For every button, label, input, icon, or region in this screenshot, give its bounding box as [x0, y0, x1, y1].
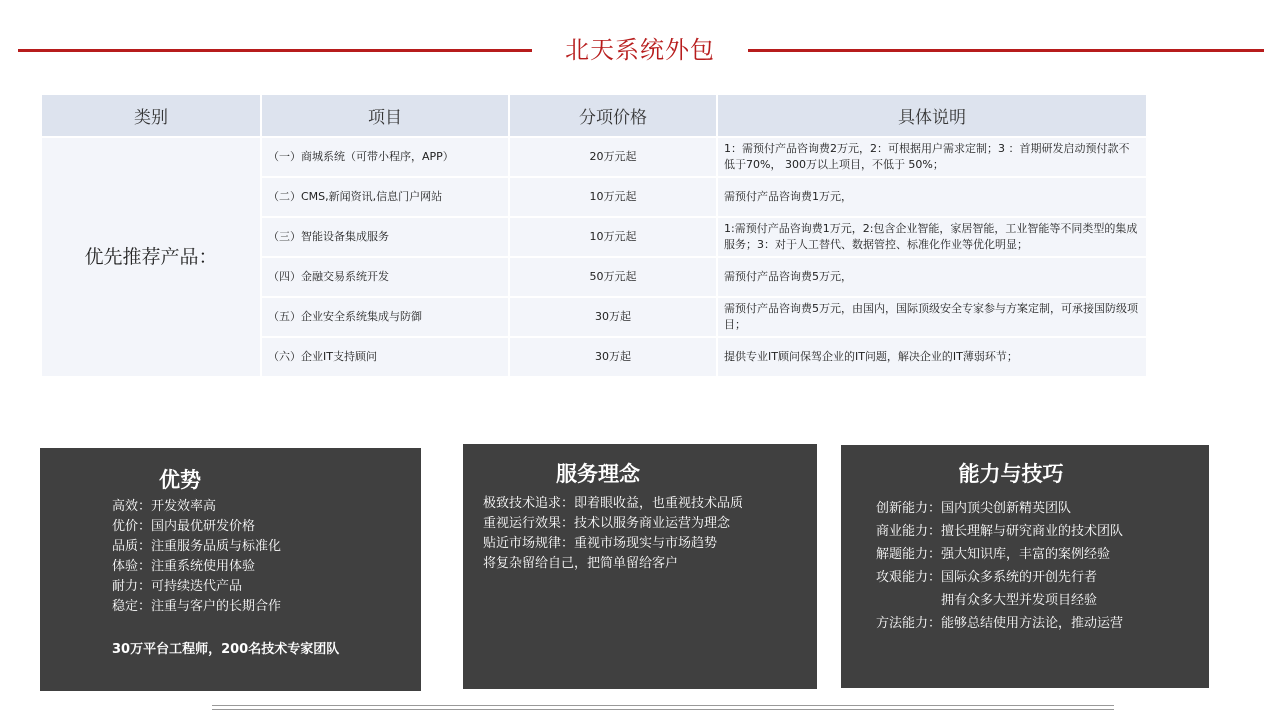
category-cell: 优先推荐产品：	[41, 137, 261, 377]
column-header-item: 项目	[261, 94, 509, 137]
column-header-description: 具体说明	[717, 94, 1147, 137]
list-item: 方法能力：能够总结使用方法论，推动运营	[876, 616, 1124, 631]
abilities-list	[876, 497, 1123, 635]
description-cell: 提供专业IT顾问保驾企业的IT问题，解决企业的IT薄弱环节；	[717, 337, 1147, 377]
list-item: 创新能力：国内顶尖创新精英团队	[876, 501, 1072, 516]
philosophy-list	[483, 494, 743, 574]
description-cell: 1：需预付产品咨询费2万元，2：可根据用户需求定制；3 ：首期研发启动预付款不低于70%， 300万以上项目，不低于 50%；	[717, 137, 1147, 177]
description-cell: 需预付产品咨询费5万元，由国内，国际顶级安全专家参与方案定制，可承接国防级项目；	[717, 297, 1147, 337]
abilities-panel	[841, 445, 1209, 688]
list-item: 将复杂留给自己，把简单留给客户	[483, 556, 679, 571]
philosophy-title: 服务理念	[556, 462, 640, 486]
item-cell: （三）智能设备集成服务	[261, 217, 509, 257]
advantages-list	[112, 497, 281, 617]
advantages-panel	[40, 448, 421, 691]
list-item: 解题能力：强大知识库，丰富的案例经验	[876, 547, 1111, 562]
list-item: 极致技术追求：即着眼收益，也重视技术品质	[483, 496, 744, 511]
price-cell: 30万起	[509, 337, 717, 377]
list-item: 攻艰能力：国际众多系统的开创先行者	[876, 570, 1098, 585]
price-cell: 20万元起	[509, 137, 717, 177]
list-item: 体验：注重系统使用体验	[112, 559, 256, 574]
advantages-footer: 30万平台工程师，200名技术专家团队	[112, 642, 340, 657]
price-cell: 50万元起	[509, 257, 717, 297]
table-header-row	[41, 94, 1147, 137]
list-item: 高效：开发效率高	[112, 499, 217, 514]
title-rule-left	[18, 49, 532, 52]
price-cell: 10万元起	[509, 217, 717, 257]
list-item: 优价：国内最优研发价格	[112, 519, 256, 534]
table-row	[41, 137, 1147, 177]
title-rule-right	[748, 49, 1264, 52]
pricing-table	[40, 93, 1148, 378]
column-header-price: 分项价格	[509, 94, 717, 137]
abilities-title: 能力与技巧	[958, 462, 1064, 486]
column-header-category: 类别	[41, 94, 261, 137]
list-item: 商业能力：擅长理解与研究商业的技术团队	[876, 524, 1124, 539]
description-cell: 1:需预付产品咨询费1万元，2:包含企业智能，家居智能，工业智能等不同类型的集成服务；3：对于人工替代、数据管控、标准化作业等优化明显；	[717, 217, 1147, 257]
list-item: 稳定：注重与客户的长期合作	[112, 599, 282, 614]
footer-divider-bottom	[212, 709, 1114, 710]
item-cell: （二）CMS,新闻资讯,信息门户网站	[261, 177, 509, 217]
item-cell: （五）企业安全系统集成与防御	[261, 297, 509, 337]
item-cell: （一）商城系统（可带小程序，APP）	[261, 137, 509, 177]
price-cell: 10万元起	[509, 177, 717, 217]
description-cell: 需预付产品咨询费1万元，	[717, 177, 1147, 217]
list-item: 拥有众多大型并发项目经验	[876, 593, 1098, 608]
list-item: 重视运行效果：技术以服务商业运营为理念	[483, 516, 731, 531]
item-cell: （六）企业IT支持顾问	[261, 337, 509, 377]
price-cell: 30万起	[509, 297, 717, 337]
description-cell: 需预付产品咨询费5万元，	[717, 257, 1147, 297]
list-item: 耐力：可持续迭代产品	[112, 579, 243, 594]
advantages-title: 优势	[159, 468, 201, 492]
footer-divider-top	[212, 705, 1114, 706]
list-item: 品质：注重服务品质与标准化	[112, 539, 282, 554]
page-title: 北天系统外包	[565, 36, 715, 64]
list-item: 贴近市场规律：重视市场现实与市场趋势	[483, 536, 718, 551]
item-cell: （四）金融交易系统开发	[261, 257, 509, 297]
philosophy-panel	[463, 444, 817, 689]
